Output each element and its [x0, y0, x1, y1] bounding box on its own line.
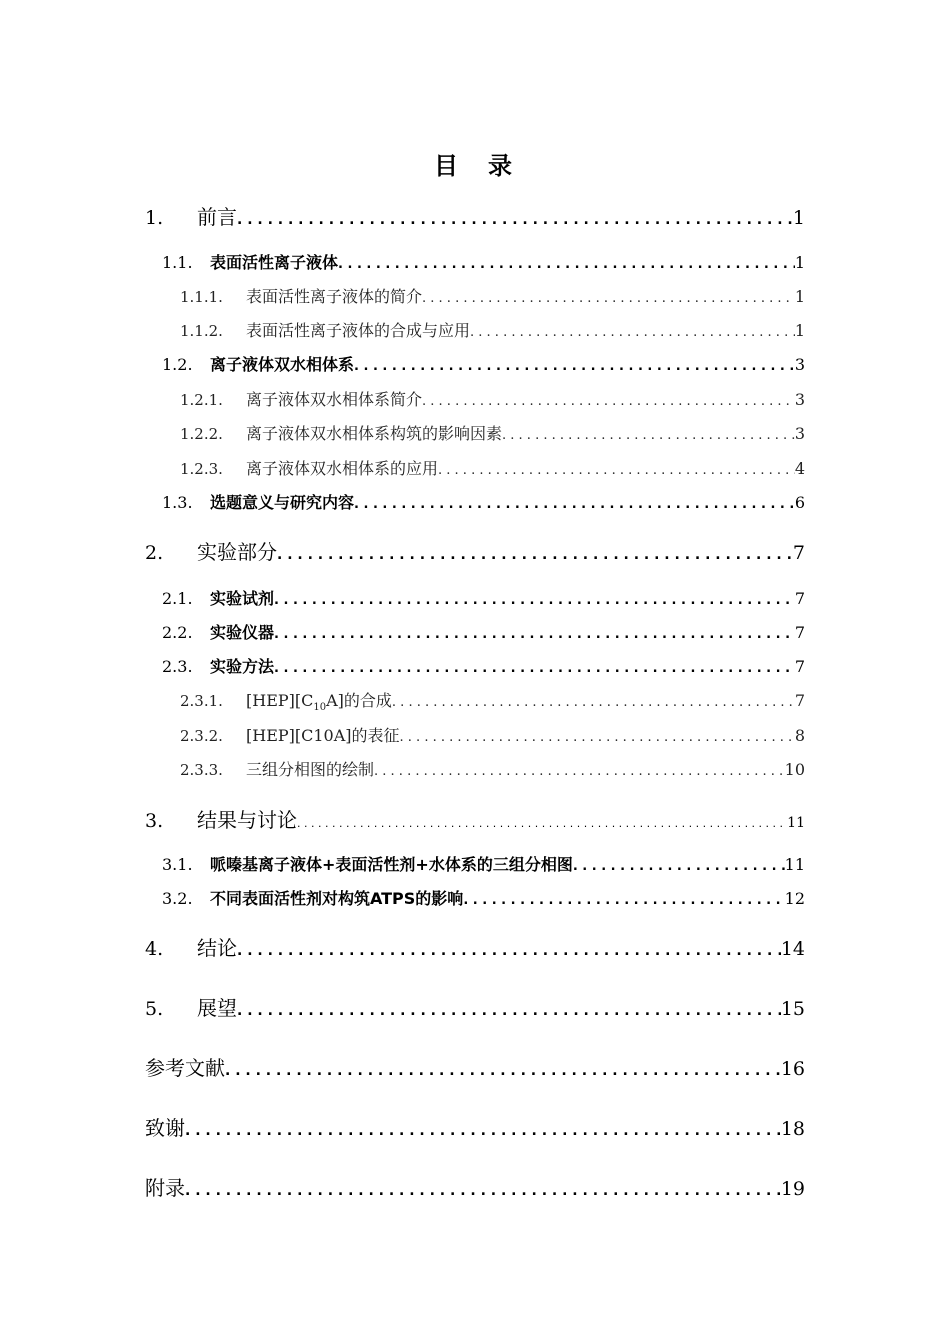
dot-leader [392, 695, 795, 710]
dot-leader [237, 943, 781, 959]
entry-page: 7 [794, 657, 805, 676]
dot-leader [422, 291, 795, 306]
toc-entry-appendix[interactable] [145, 1172, 805, 1201]
dot-leader [297, 817, 787, 830]
dot-leader [354, 359, 795, 374]
entry-page: 3 [794, 390, 805, 409]
entry-label: 表面活性离子液体的合成与应用 [246, 321, 471, 340]
toc-entry-5[interactable] [145, 992, 805, 1021]
entry-page: 10 [784, 760, 805, 779]
entry-label: 实验试剂 [210, 589, 275, 608]
toc-entry-2-2[interactable] [162, 620, 805, 643]
toc-entry-2-3-3[interactable] [180, 757, 805, 780]
entry-number: 2.3.2. [180, 727, 223, 745]
entry-page: 1 [794, 321, 805, 340]
dot-leader [422, 394, 795, 409]
dot-leader [274, 593, 795, 608]
entry-label: 哌嗪基离子液体+表面活性剂+水体系的三组分相图 [210, 855, 573, 874]
entry-label: 结论 [197, 936, 237, 960]
entry-number: 2.1. [162, 589, 193, 608]
dot-leader [573, 859, 785, 874]
toc-entry-2[interactable] [145, 536, 805, 565]
entry-label-suffix: A]的合成 [326, 691, 392, 710]
toc-entry-1-2-1[interactable] [180, 387, 805, 410]
entry-number: 1.1. [162, 253, 193, 272]
toc-entry-references[interactable] [145, 1052, 805, 1081]
toc-entry-1-2-2[interactable] [180, 421, 805, 444]
toc-entry-1-1-1[interactable] [180, 284, 805, 307]
entry-page: 12 [784, 889, 805, 908]
dot-leader [237, 1003, 781, 1019]
entry-label: 离子液体双水相体系构筑的影响因素 [246, 424, 503, 443]
entry-label: 离子液体双水相体系的应用 [246, 459, 439, 478]
toc-entry-acknowledgements[interactable] [145, 1112, 805, 1141]
dot-leader [463, 893, 784, 908]
toc-entry-2-3-2[interactable] [180, 723, 805, 746]
entry-page: 7 [792, 542, 805, 564]
entry-label: 三组分相图的绘制 [246, 760, 375, 779]
toc-entry-2-1[interactable] [162, 586, 805, 609]
toc-entry-1[interactable] [145, 201, 805, 230]
entry-number: 1. [145, 207, 164, 229]
entry-label: 实验仪器 [210, 623, 275, 642]
entry-label: 致谢 [145, 1116, 185, 1140]
entry-label: 展望 [197, 996, 237, 1020]
dot-leader [470, 325, 795, 340]
dot-leader [374, 764, 785, 779]
entry-page: 4 [794, 459, 805, 478]
entry-label [246, 688, 392, 713]
entry-label: 附录 [145, 1176, 185, 1200]
entry-page: 16 [780, 1058, 805, 1080]
toc-title-char-1: 目 [434, 152, 462, 180]
entry-number: 3.2. [162, 889, 193, 908]
entry-number: 1.1.1. [180, 288, 223, 306]
entry-page: 11 [784, 855, 805, 874]
dot-leader [225, 1063, 781, 1079]
toc-entry-3-1[interactable] [162, 852, 805, 875]
entry-label: 表面活性离子液体 [210, 253, 339, 272]
entry-label: 实验部分 [197, 540, 277, 564]
entry-page: 3 [794, 355, 805, 374]
entry-label: 选题意义与研究内容 [210, 493, 355, 512]
entry-label: 参考文献 [145, 1056, 225, 1080]
toc-entry-3[interactable] [145, 804, 805, 833]
entry-page: 15 [780, 998, 805, 1020]
entry-number: 5. [145, 998, 164, 1020]
entry-label: 不同表面活性剂对构筑ATPS的影响 [210, 889, 464, 908]
entry-number: 1.3. [162, 493, 193, 512]
dot-leader [438, 463, 795, 478]
dot-leader [185, 1123, 781, 1139]
entry-number: 1.2. [162, 355, 193, 374]
entry-page: 1 [792, 207, 805, 229]
entry-label-subscript: 10 [313, 702, 327, 714]
entry-page: 1 [794, 253, 805, 272]
toc-entry-1-1-2[interactable] [180, 318, 805, 341]
entry-label: 实验方法 [210, 657, 275, 676]
entry-label-prefix: [HEP][C [246, 691, 314, 710]
entry-page: 11 [787, 815, 805, 831]
dot-leader [277, 547, 793, 563]
dot-leader [400, 730, 795, 745]
dot-leader [354, 497, 795, 512]
toc-title-char-2: 录 [488, 152, 516, 180]
entry-number: 1.2.3. [180, 460, 223, 478]
entry-label: 离子液体双水相体系 [210, 355, 355, 374]
toc-entry-1-3[interactable] [162, 490, 805, 513]
entry-number: 3.1. [162, 855, 193, 874]
entry-number: 1.2.1. [180, 391, 223, 409]
toc-entry-3-2[interactable] [162, 886, 805, 909]
entry-page: 3 [794, 424, 805, 443]
dot-leader [274, 661, 795, 676]
toc-entry-1-2[interactable] [162, 352, 805, 375]
dot-leader [338, 257, 795, 272]
dot-leader [237, 212, 793, 228]
entry-number: 4. [145, 938, 164, 960]
entry-number: 1.1.2. [180, 322, 223, 340]
entry-label: 前言 [197, 205, 237, 229]
entry-number: 2.3. [162, 657, 193, 676]
entry-number: 2.2. [162, 623, 193, 642]
entry-page: 18 [780, 1118, 805, 1140]
dot-leader [274, 627, 795, 642]
entry-number: 2. [145, 542, 164, 564]
entry-number: 2.3.3. [180, 761, 223, 779]
entry-page: 7 [794, 623, 805, 642]
entry-page: 1 [794, 287, 805, 306]
entry-page: 6 [794, 493, 805, 512]
dot-leader [185, 1183, 781, 1199]
dot-leader [502, 428, 795, 443]
entry-page: 19 [780, 1178, 805, 1200]
entry-number: 3. [145, 810, 164, 832]
entry-page: 7 [794, 589, 805, 608]
toc-entry-2-3[interactable] [162, 654, 805, 677]
toc-entry-2-3-1[interactable] [180, 688, 805, 713]
entry-label: 结果与讨论 [197, 808, 297, 832]
toc-entry-1-2-3[interactable] [180, 456, 805, 479]
entry-number: 2.3.1. [180, 692, 223, 710]
toc-entry-4[interactable] [145, 932, 805, 961]
entry-page: 14 [780, 938, 805, 960]
entry-label: 表面活性离子液体的简介 [246, 287, 423, 306]
toc-entry-1-1[interactable] [162, 250, 805, 273]
entry-label: [HEP][C10A]的表征 [246, 726, 400, 745]
entry-number: 1.2.2. [180, 425, 223, 443]
entry-label: 离子液体双水相体系简介 [246, 390, 423, 409]
entry-page: 8 [794, 726, 805, 745]
entry-page: 7 [794, 691, 805, 710]
